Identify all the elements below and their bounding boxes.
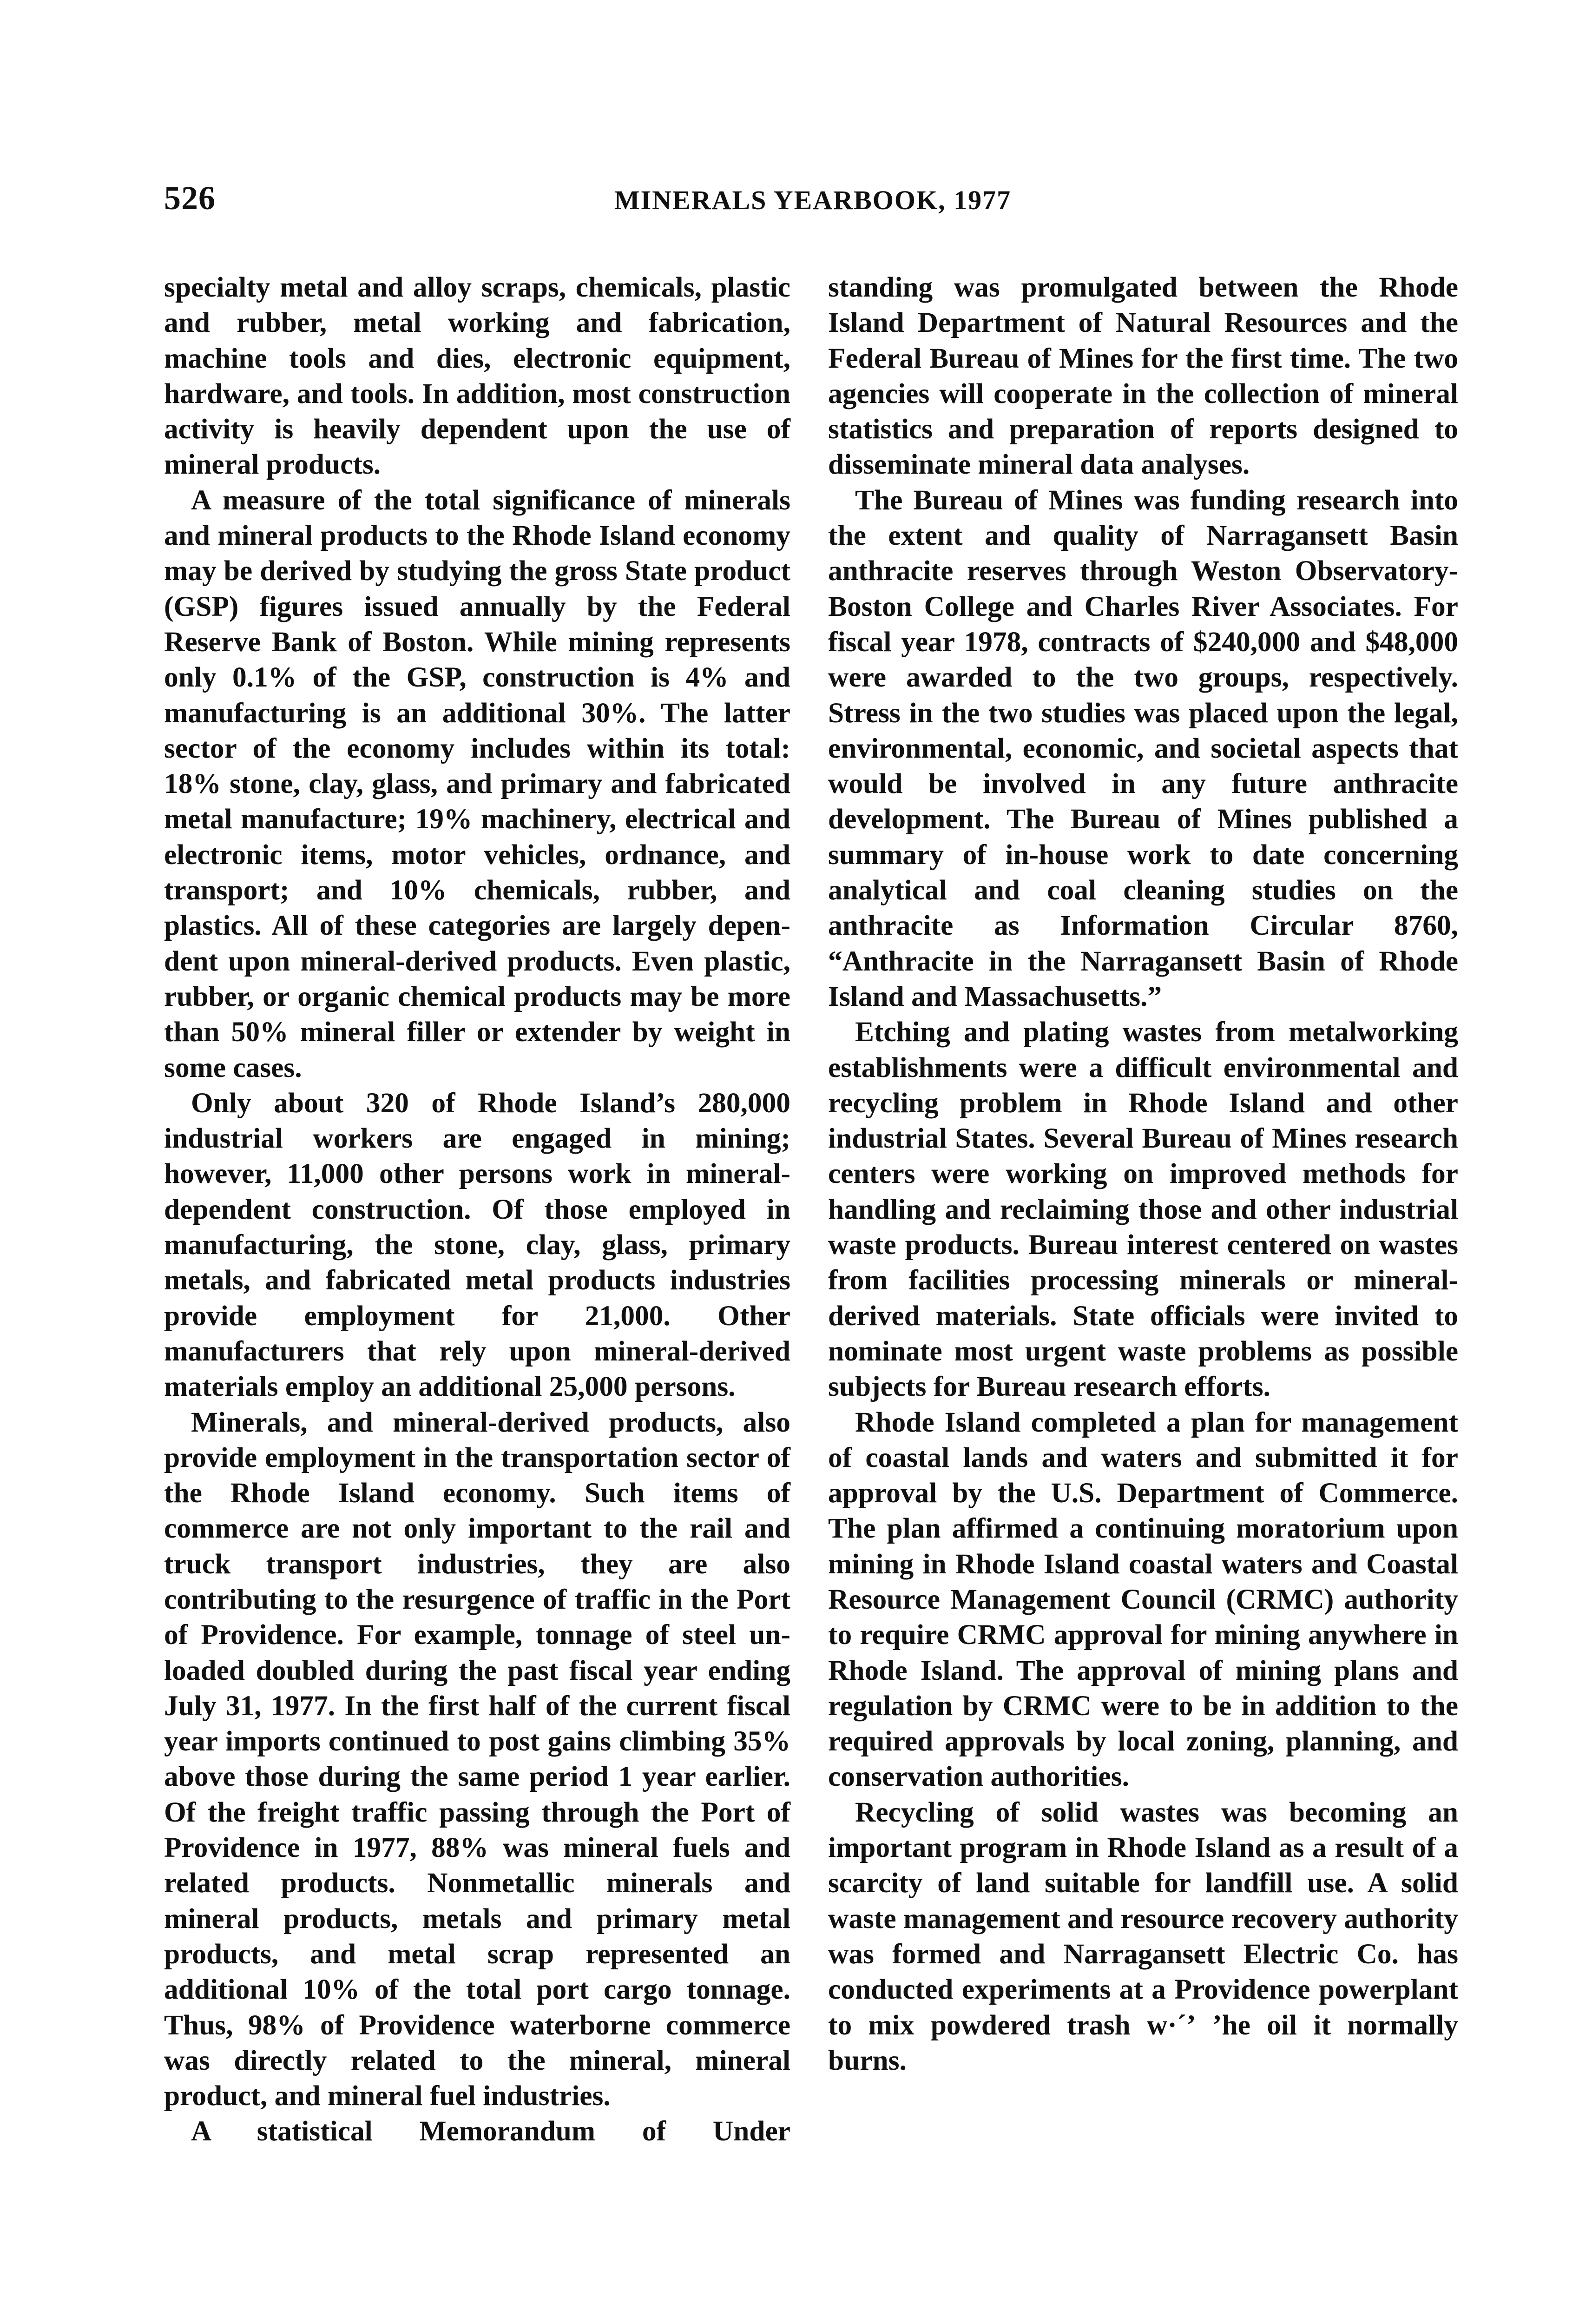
- right-column: [828, 270, 1458, 2078]
- paragraph: A measure of the total significance of minerals and mineral products to the Rhode Island economy may be derived by studying the gross State product (GSP) figures issued annually by the Federal Reserve Bank of Boston. While mining represents only 0.1% of the GSP, construction is 4% and manufacturing is an additional 30%. The latter sector of the economy includes within its total: 18% stone, clay, glass, and primary and fabricated metal manufacture; 19% machinery, electrical and electronic items, motor vehicles, ordnance, and transport; and 10% chemicals, rubber, and plastics. All of these categories are largely dependent upon mineral-derived products. Even plastic, rubber, or organic chemical products may be more than 50% mineral filler or extender by weight in some cases.: [164, 484, 790, 1083]
- paragraph: Rhode Island completed a plan for management of coastal lands and waters and submitted it for approval by the U.S. Department of Commerce. The plan affirmed a continuing moratorium upon mining in Rhode Island coastal waters and Coastal Resource Management Council (CRMC) authority to require CRMC approval for mining anywhere in Rhode Island. The approval of mining plans and regulation by CRMC were to be in addition to the required approvals by local zoning, planning, and conservation authorities.: [828, 1406, 1458, 1793]
- paragraph: Recycling of solid wastes was becoming an important program in Rhode Island as a result of a scarcity of land suitable for landfill use. A solid waste management and resource recovery authority was formed and Narragansett Electric Co. has conducted experiments at a Providence powerplant to mix powdered trash w·´ʼ ʼhe oil it normally burns.: [828, 1796, 1458, 2076]
- paragraph: specialty metal and alloy scraps, chemicals, plastic and rubber, metal working and fabrication, machine tools and dies, electronic equipment, hardware, and tools. In addition, most construction activity is heavily dependent upon the use of mineral products.: [164, 271, 790, 481]
- running-head: [164, 179, 1461, 221]
- paragraph: Minerals, and mineral-derived products, also provide employment in the transportation sector of the Rhode Island economy. Such items of commerce are not only important to the rail and truck transport industries, they are also contributing to the resurgence of traffic in the Port of Providence. For example, tonnage of steel unloaded doubled during the past fiscal year ending July 31, 1977. In the first half of the current fiscal year imports continued to post gains climbing 35% above those during the same period 1 year earlier. Of the freight traffic passing through the Port of Providence in 1977, 88% was mineral fuels and related products. Nonmetallic minerals and mineral products, metals and primary metal products, and metal scrap represented an additional 10% of the total port cargo tonnage. Thus, 98% of Providence waterborne commerce was directly related to the mineral, mineral product, and mineral fuel industries.: [164, 1406, 790, 2112]
- paragraph: A statistical Memorandum of Under: [191, 2115, 790, 2147]
- paragraph: standing was promulgated between the Rhode Island Department of Natural Resources and the Federal Bureau of Mines for the first time. The two agencies will cooperate in the collection of mineral statistics and preparation of reports designed to disseminate mineral data analyses.: [828, 271, 1458, 481]
- running-title: MINERALS YEARBOOK, 1977: [614, 185, 1012, 215]
- paragraph: The Bureau of Mines was funding research into the extent and quality of Narragansett Basin anthracite reserves through Weston Observatory-Boston College and Charles River Associates. For fiscal year 1978, contracts of $240,000 and $48,000 were awarded to the two groups, respectively. Stress in the two studies was placed upon the legal, environmental, economic, and societal aspects that would be involved in any future anthracite development. The Bureau of Mines published a summary of in-house work to date concerning analytical and coal cleaning studies on the anthracite as Information Circular 8760, “Anthracite in the Narragansett Basin of Rhode Island and Massachusetts.”: [828, 484, 1458, 1012]
- paragraph: Etching and plating wastes from metalworking establishments were a difficult environmental and recycling problem in Rhode Island and other industrial States. Several Bureau of Mines research centers were working on improved methods for handling and reclaiming those and other industrial waste products. Bureau interest centered on wastes from facilities processing minerals or mineral-derived materials. State officials were invited to nominate most urgent waste problems as possible subjects for Bureau research efforts.: [828, 1016, 1458, 1403]
- left-column: [164, 270, 790, 2149]
- paragraph: Only about 320 of Rhode Island’s 280,000 industrial workers are engaged in mining; however, 11,000 other persons work in mineral-dependent construction. Of those employed in manufacturing, the stone, clay, glass, primary metals, and fabricated metal products industries provide employment for 21,000. Other manufacturers that rely upon mineral-derived materials employ an additional 25,000 persons.: [164, 1087, 790, 1403]
- page-number: 526: [164, 179, 216, 217]
